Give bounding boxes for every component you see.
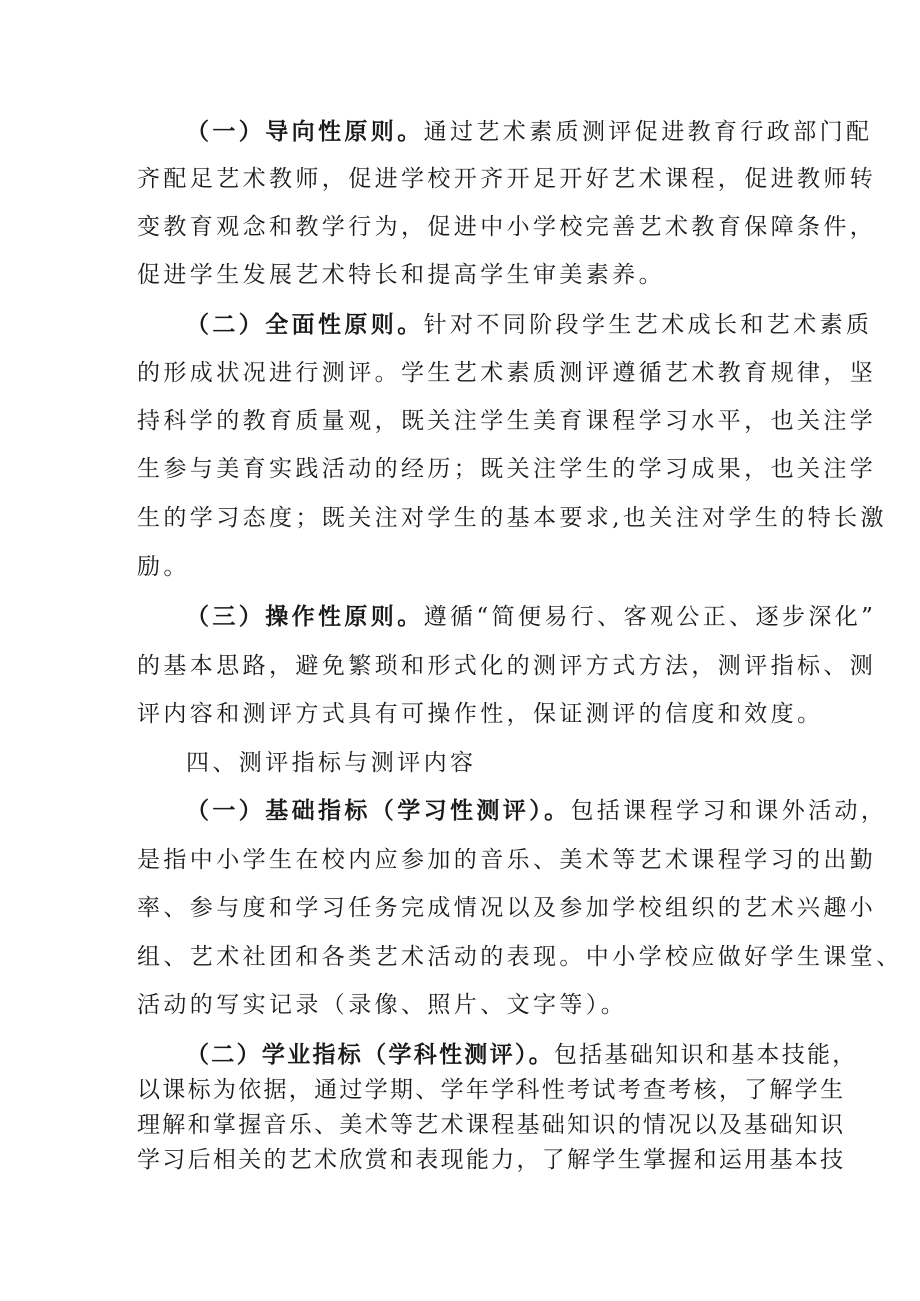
paragraph-4-heading: （一）基础指标（学习性测评）。	[186, 797, 571, 824]
paragraph-1-text: 通过艺术素质测评促进教育行政部门配	[423, 119, 873, 145]
paragraph-3-line-1	[186, 602, 876, 632]
paragraph-4-line-3: 率、参与度和学习任务完成情况以及参加学校组织的艺术兴趣小	[137, 895, 877, 921]
paragraph-4-line-1	[186, 796, 887, 826]
paragraph-3-heading: （三）操作性原则。	[186, 603, 424, 630]
paragraph-3-text: 遵循“简便易行、客观公正、逐步深化”	[423, 604, 877, 630]
paragraph-5-text: 包括基础知识和基本技能，	[554, 1042, 858, 1068]
paragraph-1-line-2: 齐配足艺术教师，促进学校开齐开足开好艺术课程，促进教师转	[137, 166, 877, 192]
paragraph-3-line-2: 的基本思路，避免繁琐和形式化的测评方式方法，测评指标、测	[137, 653, 877, 679]
paragraph-5-line-4: 学习后相关的艺术欣赏和表现能力，了解学生掌握和运用基本技	[137, 1147, 846, 1173]
paragraph-2-heading: （二）全面性原则。	[186, 311, 424, 338]
paragraph-2-line-2: 的形成状况进行测评。学生艺术素质测评遵循艺术教育规律，坚	[137, 360, 877, 386]
paragraph-5-line-3: 理解和掌握音乐、美术等艺术课程基础知识的情况以及基础知识	[137, 1112, 846, 1138]
paragraph-1-line-3: 变教育观念和教学行为，促进中小学校完善艺术教育保障条件，	[137, 214, 877, 240]
paragraph-1-line-4: 促进学生发展艺术特长和提高学生审美素养。	[137, 262, 665, 288]
paragraph-4-line-5: 活动的写实记录（录像、照片、文字等）。	[137, 992, 628, 1018]
paragraph-5-heading: （二）学业指标（学科性测评）。	[186, 1041, 554, 1068]
paragraph-2-text: 针对不同阶段学生艺术成长和艺术素质	[423, 312, 873, 338]
paragraph-5-line-1	[186, 1040, 858, 1070]
paragraph-4-line-4: 组、艺术社团和各类艺术活动的表现。中小学校应做好学生课堂、	[137, 944, 903, 970]
paragraph-3-line-3: 评内容和测评方式具有可操作性，保证测评的信度和效度。	[137, 701, 824, 727]
paragraph-4-text: 包括课程学习和课外活动，	[570, 798, 888, 824]
paragraph-4-line-2: 是指中小学生在校内应参加的音乐、美术等艺术课程学习的出勤	[137, 847, 877, 873]
paragraph-5-line-2: 以课标为依据，通过学期、学年学科性考试考查考核，了解学生	[137, 1077, 846, 1103]
paragraph-2-line-6: 励。	[137, 554, 190, 580]
paragraph-2-line-1	[186, 310, 872, 340]
paragraph-2-line-5: 生的学习态度；既关注对学生的基本要求,也关注对学生的特长激	[137, 505, 887, 531]
paragraph-2-line-3: 持科学的教育质量观，既关注学生美育课程学习水平，也关注学	[137, 408, 877, 434]
section-heading: 四、测评指标与测评内容	[186, 750, 477, 776]
paragraph-2-line-4: 生参与美育实践活动的经历；既关注学生的学习成果，也关注学	[137, 456, 877, 482]
paragraph-1-heading: （一）导向性原则。	[186, 118, 424, 145]
paragraph-1-line-1	[186, 117, 872, 147]
